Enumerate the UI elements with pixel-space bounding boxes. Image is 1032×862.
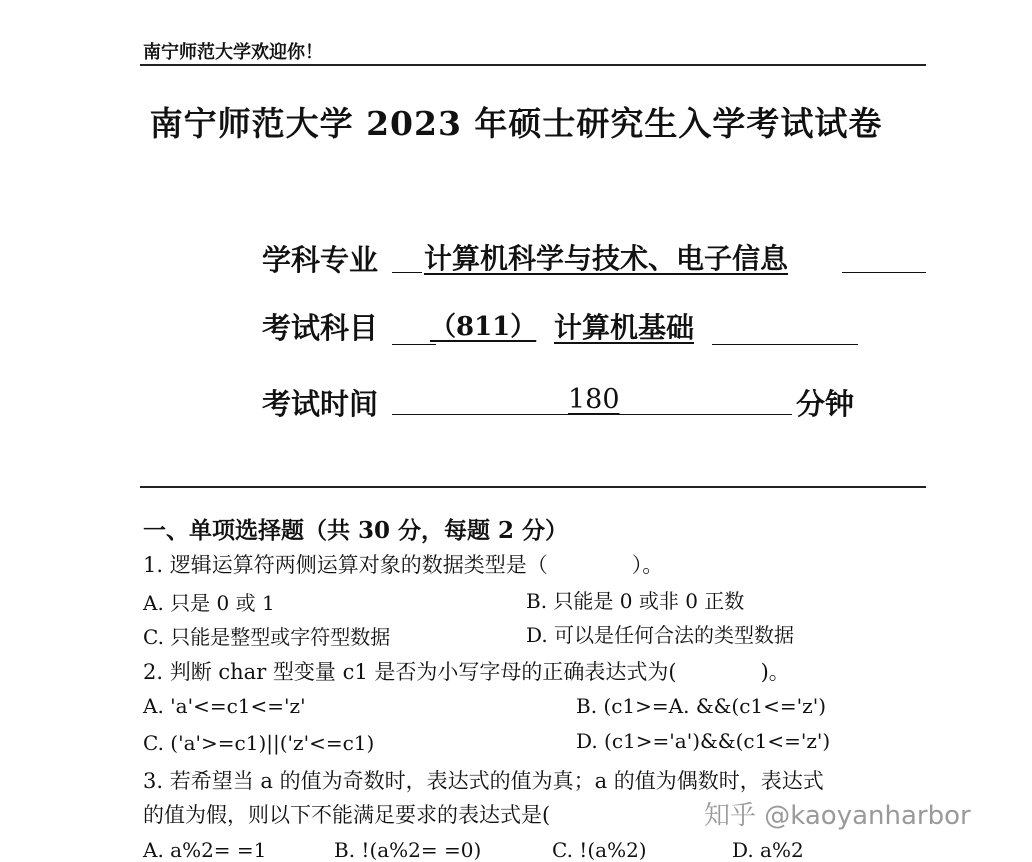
duration-blank-right <box>618 414 792 415</box>
question-stem: 1. 逻辑运算符两侧运算对象的数据类型是（ ）。 <box>143 553 664 577</box>
option-b: B. !(a%2= =0) <box>334 838 482 862</box>
option-a: A. 只是 0 或 1 <box>143 591 275 615</box>
major-blank-right <box>842 272 926 273</box>
option-d: D. (c1>='a')&&(c1<='z') <box>576 729 831 753</box>
option-a: A. 'a'<=c1<='z' <box>143 694 306 718</box>
option-d: D. 可以是任何合法的类型数据 <box>526 623 795 647</box>
subject-value: 计算机基础 <box>554 311 695 344</box>
section-title: 一、单项选择题（共 30 分，每题 2 分） <box>143 517 569 544</box>
option-b: B. (c1>=A. &&(c1<='z') <box>576 694 826 718</box>
question-stem: 2. 判断 char 型变量 c1 是否为小写字母的正确表达式为( )。 <box>143 660 790 684</box>
option-b: B. 只能是 0 或非 0 正数 <box>526 589 745 613</box>
subject-code: （811） <box>430 312 537 342</box>
major-value: 计算机科学与技术、电子信息 <box>424 242 789 275</box>
subject-label: 考试科目 <box>262 311 379 345</box>
option-a: A. a%2= =1 <box>143 838 267 862</box>
exam-title: 南宁师范大学 2023 年硕士研究生入学考试试卷 <box>149 104 883 143</box>
page-header-text: 南宁师范大学欢迎你！ <box>143 42 323 63</box>
duration-label: 考试时间 <box>262 387 379 421</box>
major-label: 学科专业 <box>262 243 379 277</box>
subject-blank-left <box>392 344 436 345</box>
duration-unit: 分钟 <box>796 387 855 421</box>
header-divider <box>140 64 926 66</box>
option-d: D. a%2 <box>732 838 804 862</box>
subject-blank-right <box>712 344 858 345</box>
question-stem-line-1: 3. 若希望当 a 的值为奇数时，表达式的值为真；a 的值为偶数时，表达式 <box>143 769 824 793</box>
option-c: C. !(a%2) <box>552 838 647 862</box>
option-c: C. 只能是整型或字符型数据 <box>143 625 391 649</box>
info-divider <box>140 486 926 488</box>
option-c: C. ('a'>=c1)||('z'<=c1) <box>143 731 375 755</box>
major-blank-left <box>392 272 422 273</box>
duration-value: 180 <box>568 384 620 415</box>
duration-blank-left <box>392 414 568 415</box>
watermark: 知乎 @kaoyanharbor <box>704 801 971 831</box>
question-stem-line-2: 的值为假，则以下不能满足要求的表达式是( <box>143 803 551 827</box>
